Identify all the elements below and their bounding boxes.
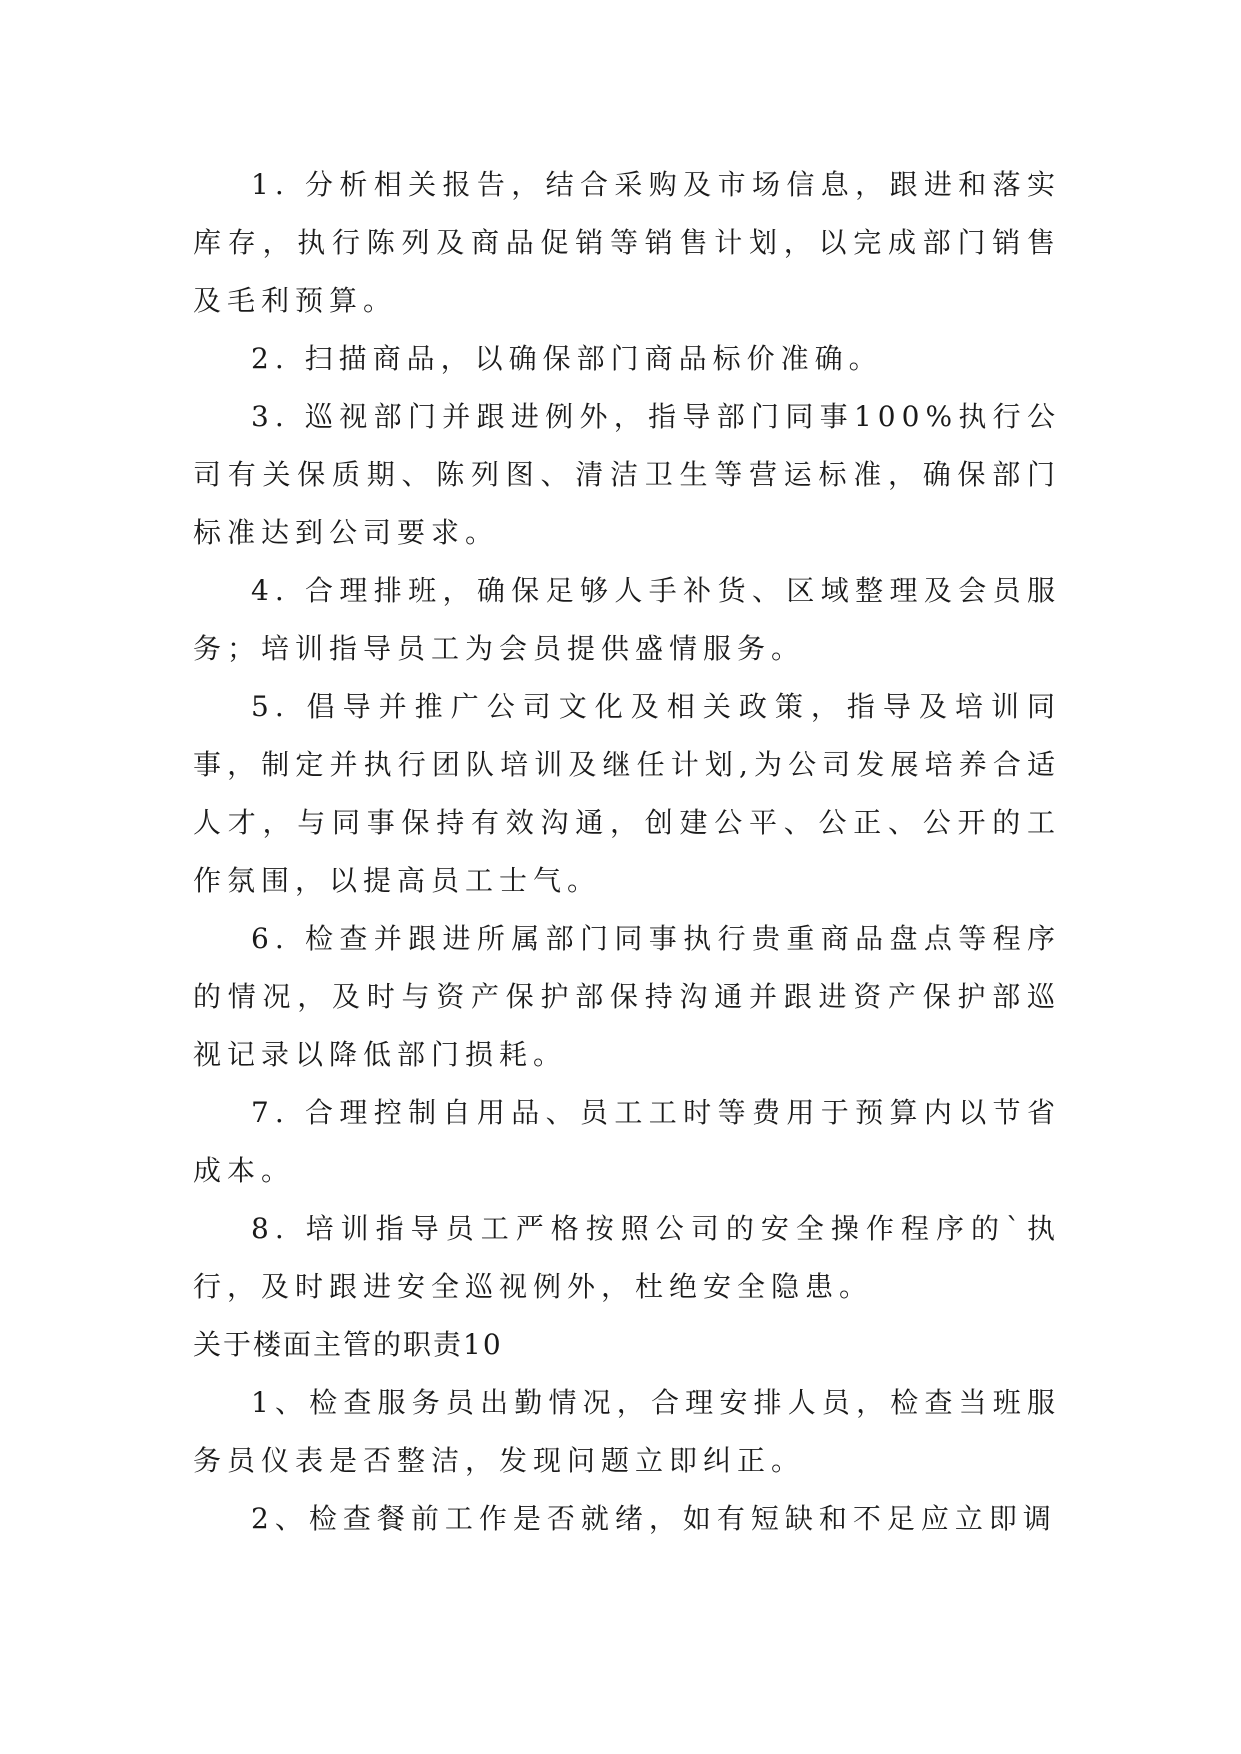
list-item: 7. 合理控制自用品、员工工时等费用于预算内以节省成本。 — [193, 1096, 1061, 1187]
list-item: 4. 合理排班，确保足够人手补货、区域整理及会员服务；培训指导员工为会员提供盛情服务。 — [193, 574, 1061, 665]
list-item: 2、检查餐前工作是否就绪，如有短缺和不足应立即调 — [251, 1502, 1057, 1535]
document-body — [193, 156, 1061, 1548]
list-item: 5. 倡导并推广公司文化及相关政策，指导及培训同事，制定并执行团队培训及继任计划,为公司发展培养合适人才，与同事保持有效沟通，创建公平、公正、公开的工作氛围，以提高员工士气。 — [193, 690, 1061, 897]
list-item: 1. 分析相关报告，结合采购及市场信息，跟进和落实库存，执行陈列及商品促销等销售计划，以完成部门销售及毛利预算。 — [193, 168, 1061, 317]
section-heading: 关于楼面主管的职责10 — [193, 1328, 503, 1361]
list-item: 6. 检查并跟进所属部门同事执行贵重商品盘点等程序的情况，及时与资产保护部保持沟通并跟进资产保护部巡视记录以降低部门损耗。 — [193, 922, 1061, 1071]
list-item: 8. 培训指导员工严格按照公司的安全操作程序的`执行，及时跟进安全巡视例外，杜绝安全隐患。 — [193, 1212, 1061, 1303]
list-item: 2. 扫描商品，以确保部门商品标价准确。 — [251, 342, 883, 375]
list-item: 1、检查服务员出勤情况，合理安排人员，检查当班服务员仪表是否整洁，发现问题立即纠正。 — [193, 1386, 1061, 1477]
list-item: 3. 巡视部门并跟进例外，指导部门同事100%执行公司有关保质期、陈列图、清洁卫生等营运标准，确保部门标准达到公司要求。 — [193, 400, 1061, 549]
